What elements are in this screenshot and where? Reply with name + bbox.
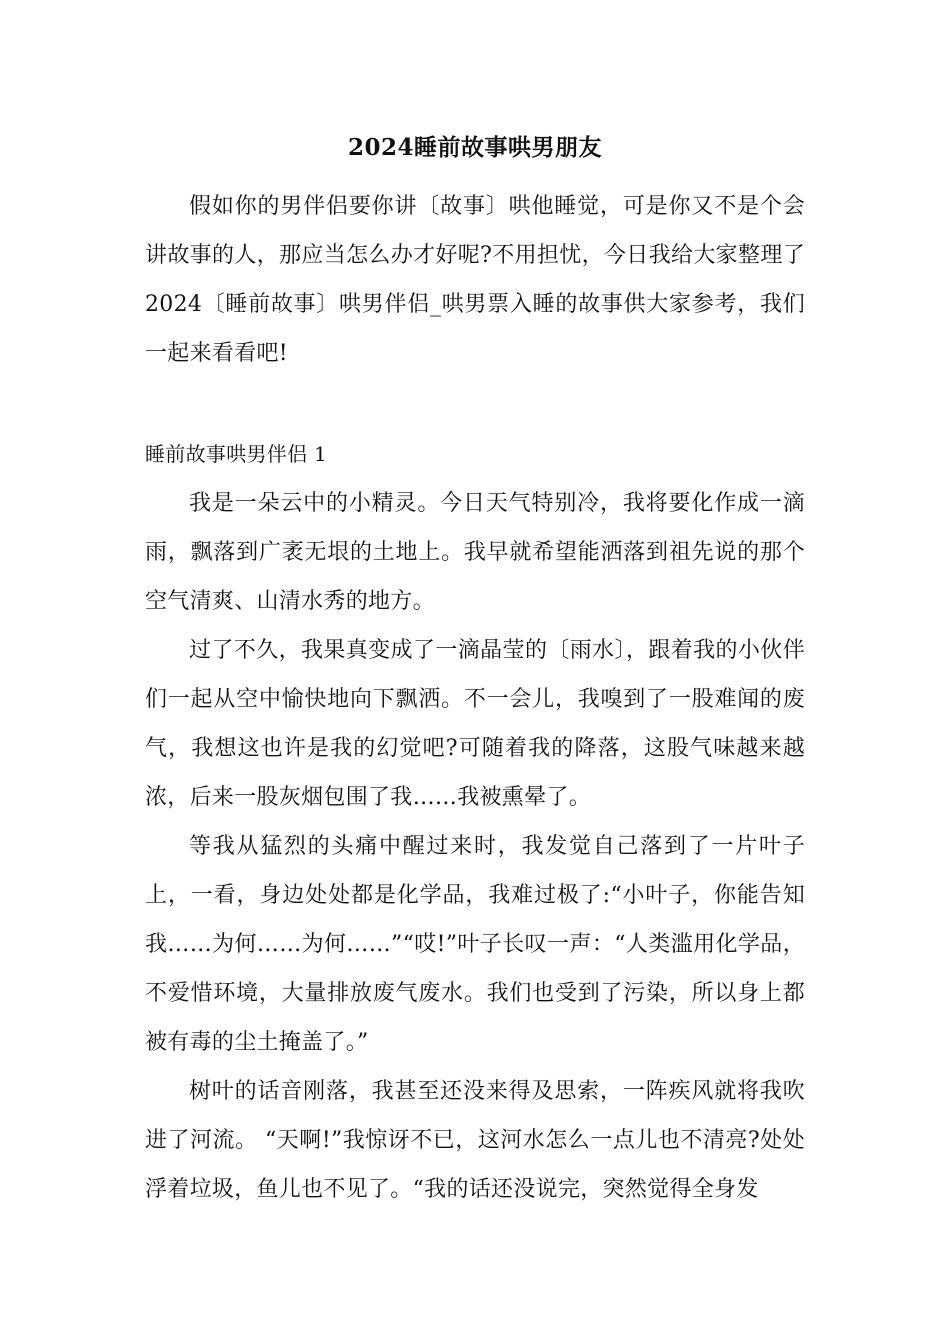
document-title: 2024睡前故事哄男朋友 [347,134,602,161]
section-heading: 睡前故事哄男伴侣 1 [145,442,328,466]
body-paragraph: 我是一朵云中的小精灵。今日天气特别冷，我将要化作成一滴雨，飘落到广袤无垠的土地上。我早就希望能洒落到祖先说的那个空气清爽、山清水秀的地方。 [145,491,805,614]
body-paragraph: 等我从猛烈的头痛中醒过来时，我发觉自己落到了一片叶子上，一看，身边处处都是化学品，我难过极了:“小叶子，你能告知我……为何……为何……”“哎!”叶子长叹一声：“人类滥用化学品，不爱惜环境，大量排放废气废水。我们也受到了污染，所以身上都被有毒的尘土掩盖了。” [145,834,805,1055]
intro-paragraph: 假如你的男伴侣要你讲〔故事〕哄他睡觉，可是你又不是个会讲故事的人，那应当怎么办才好呢?不用担忧，今日我给大家整理了2024〔睡前故事〕哄男伴侣_哄男票入睡的故事供大家参考，我们一起来看看吧! [145,194,805,366]
body-paragraph: 过了不久，我果真变成了一滴晶莹的〔雨水〕，跟着我的小伙伴们一起从空中愉快地向下飘洒。不一会儿，我嗅到了一股难闻的废气，我想这也许是我的幻觉吧?可随着我的降落，这股气味越来越浓，后来一股灰烟包围了我……我被熏晕了。 [145,638,805,810]
body-paragraph: 树叶的话音刚落，我甚至还没来得及思索，一阵疾风就将我吹进了河流。 “天啊!”我惊讶不已，这河水怎么一点儿也不清亮?处处浮着垃圾，鱼儿也不见了。“我的话还没说完，突然觉得全身发 [145,1079,805,1202]
